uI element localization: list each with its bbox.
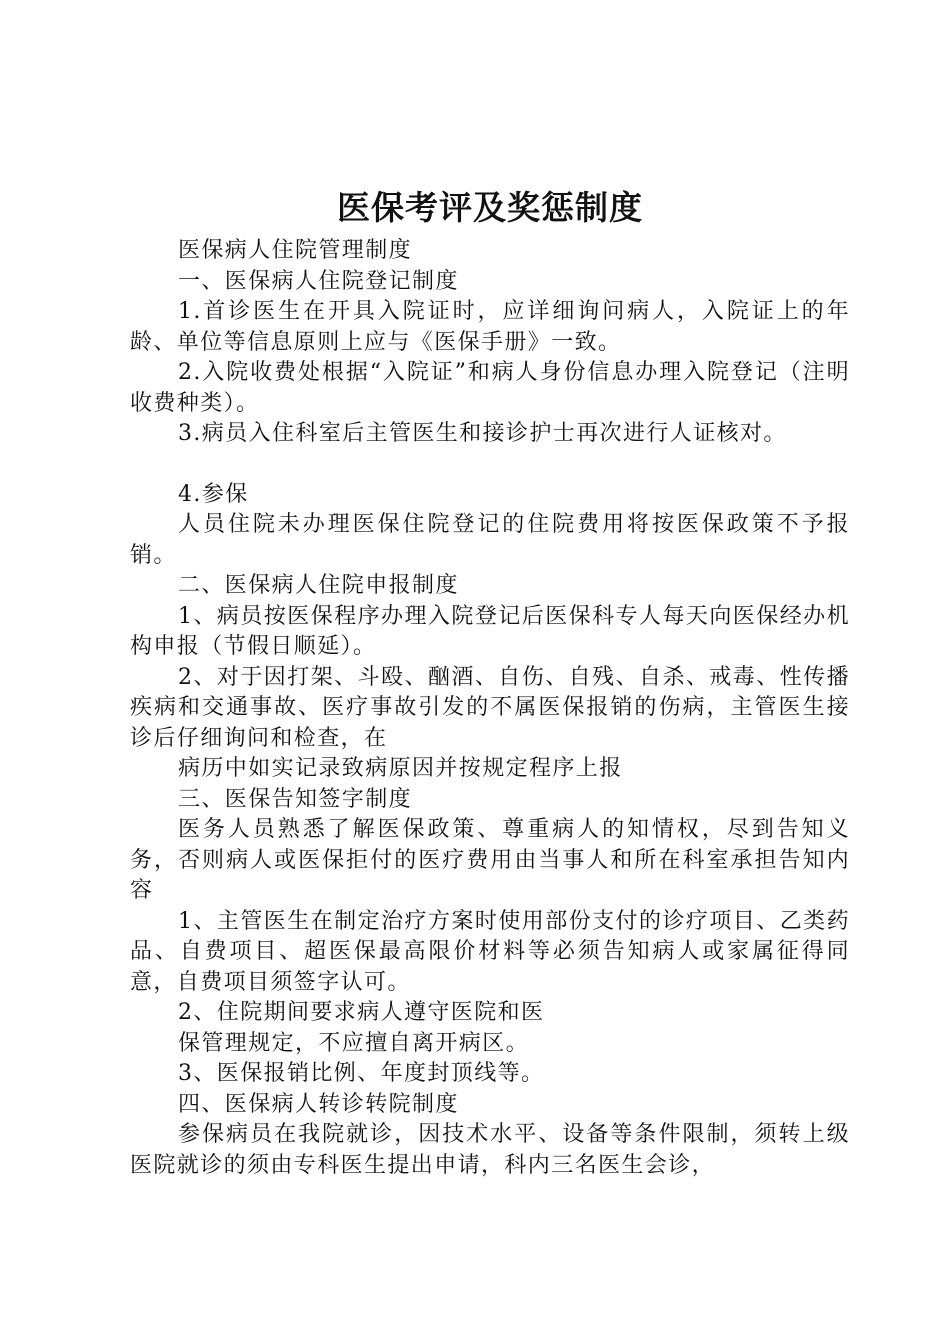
paragraph-heading-3: 三、医保告知签字制度	[178, 786, 413, 812]
paragraph-item: 1.首诊医生在开具入院证时，应详细询问病人，入院证上的年龄、单位等信息原则上应与《医保手册》一致。	[130, 299, 850, 355]
paragraph-section-heading: 医保病人住院管理制度	[178, 238, 413, 263]
paragraph-body: 病历中如实记录致病原因并按规定程序上报	[178, 756, 623, 781]
paragraph-item: 2、对于因打架、斗殴、酗酒、自伤、自残、自杀、戒毒、性传播疾病和交通事故、医疗事故引发的不属医保报销的伤病，主管医生接诊后仔细询问和检查，在	[130, 664, 850, 751]
blank-line	[130, 450, 850, 480]
paragraph-body: 保管理规定，不应擅自离开病区。	[178, 1030, 530, 1056]
paragraph-item: 2.入院收费处根据“入院证”和病人身份信息办理入院登记（注明收费种类）。	[130, 360, 850, 416]
paragraph-body: 医务人员熟悉了解医保政策、尊重病人的知情权，尽到告知义务，否则病人或医保拒付的医疗费用由当事人和所在科室承担告知内容	[130, 817, 850, 903]
paragraph-heading-2: 二、医保病人住院申报制度	[178, 573, 459, 598]
paragraph-item: 1、主管医生在制定治疗方案时使用部份支付的诊疗项目、乙类药品、自费项目、超医保最高限价材料等必须告知病人或家属征得同意，自费项目须签字认可。	[130, 908, 850, 995]
paragraph-heading-4: 四、医保病人转诊转院制度	[178, 1091, 459, 1117]
paragraph-item: 1、病员按医保程序办理入院登记后医保科专人每天向医保经办机构申报（节假日顺延）。	[130, 603, 850, 659]
paragraph-item: 2、住院期间要求病人遵守医院和医	[178, 1000, 545, 1025]
paragraph-item: 3、医保报销比例、年度封顶线等。	[178, 1061, 545, 1086]
document-title: 医保考评及奖惩制度	[337, 188, 643, 227]
document-page	[130, 186, 850, 1181]
paragraph-heading-1: 一、医保病人住院登记制度	[178, 268, 459, 294]
paragraph-body: 人员住院未办理医保住院登记的住院费用将按医保政策不予报销。	[130, 512, 850, 568]
paragraph-item: 3.病员入住科室后主管医生和接诊护士再次进行人证核对。	[178, 421, 787, 446]
paragraph-body: 参保病员在我院就诊，因技术水平、设备等条件限制，须转上级医院就诊的须由专科医生提出申请，科内三名医生会诊，	[130, 1122, 850, 1178]
paragraph-item: 4.参保	[178, 481, 249, 507]
